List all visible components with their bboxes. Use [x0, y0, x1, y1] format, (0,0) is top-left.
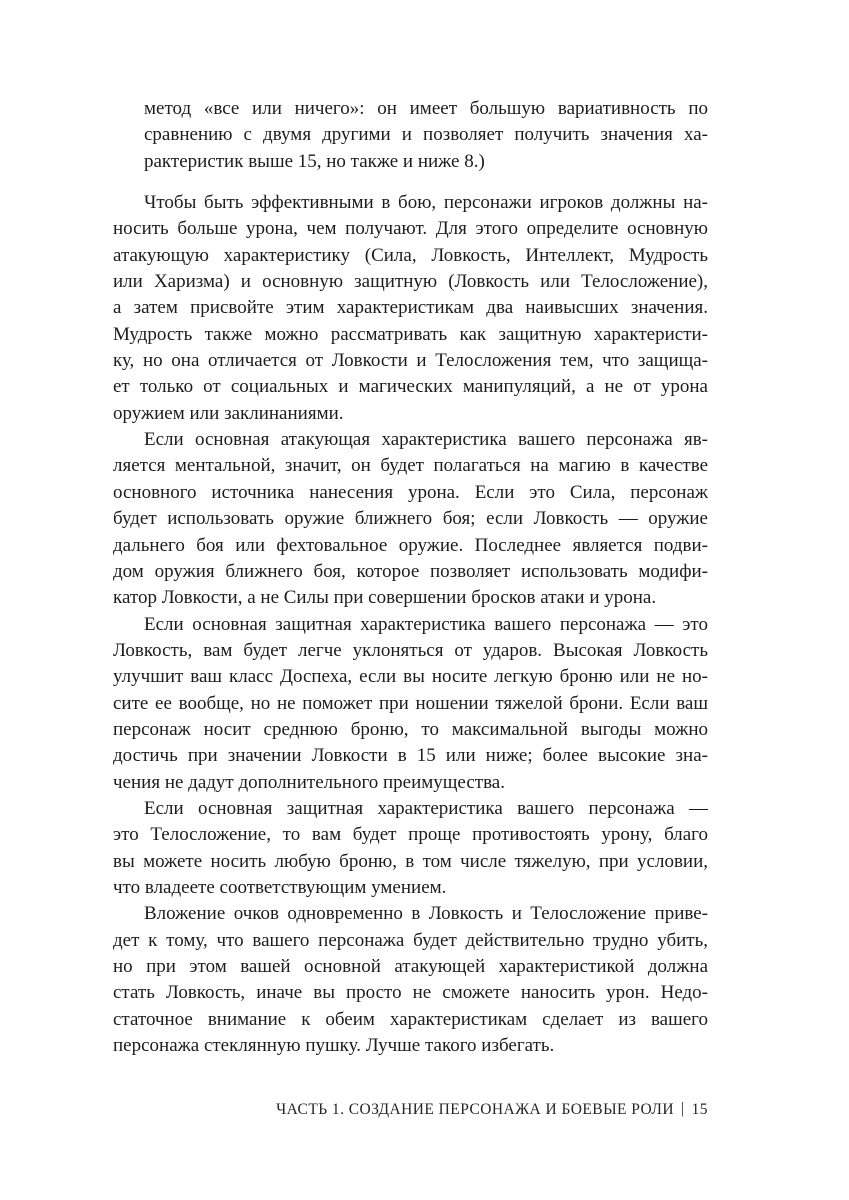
- text-line: дет к тому, что вашего персонажа будет действительно трудно убить,: [113, 929, 708, 951]
- text-line: Ловкость, вам будет легче уклоняться от ударов. Высокая Ловкость: [113, 639, 708, 661]
- text-line: статочное внимание к обеим характеристикам сделает из вашего: [113, 1008, 708, 1030]
- text-line: рактеристик выше 15, но также и ниже 8.): [144, 150, 485, 172]
- footer-separator: |: [681, 1100, 685, 1117]
- text-line: Мудрость также можно рассматривать как защитную характеристи-: [113, 323, 708, 345]
- footer-page-number: 15: [691, 1101, 708, 1118]
- text-line: а затем присвойте этим характеристикам два наивысших значения.: [113, 297, 708, 319]
- text-line: персонажа стеклянную пушку. Лучше такого избегать.: [113, 1035, 555, 1057]
- text-line: или Харизма) и основную защитную (Ловкость или Телосложение),: [113, 271, 708, 293]
- page-footer: [113, 1101, 708, 1119]
- paragraph: [113, 901, 708, 1059]
- text-line: чения не дадут дополнительного преимущества.: [113, 771, 505, 793]
- paragraph: [113, 612, 708, 796]
- text-line: достичь при значении Ловкости в 15 или ниже; более высокие зна-: [113, 745, 708, 767]
- text-line: ет только от социальных и магических манипуляций, а не от урона: [113, 376, 708, 398]
- text-line: Чтобы быть эффективными в бою, персонажи игроков должны на-: [144, 192, 708, 214]
- text-line: это Телосложение, то вам будет проще противостоять урону, благо: [113, 824, 708, 846]
- text-line: но при этом вашей основной атакующей характеристикой должна: [113, 956, 708, 977]
- text-line: Если основная защитная характеристика вашего персонажа — это: [144, 613, 708, 635]
- paragraph: [113, 190, 708, 427]
- text-line: что владеете соответствующим умением.: [113, 876, 447, 898]
- text-line: Если основная защитная характеристика вашего персонажа —: [144, 797, 708, 819]
- text-line: улучшит ваш класс Доспеха, если вы носите легкую броню или не но-: [113, 666, 708, 688]
- text-line: Вложение очков одновременно в Ловкость и Телосложение приве-: [144, 903, 708, 925]
- text-line: основного источника нанесения урона. Если это Сила, персонаж: [113, 481, 708, 503]
- text-line: Если основная атакующая характеристика вашего персонажа яв-: [144, 429, 708, 451]
- text-line: метод «все или ничего»: он имеет большую вариативность по: [144, 98, 708, 119]
- text-line: дом оружия ближнего боя, которое позволяет использовать модифи-: [113, 560, 708, 582]
- text-line: стать Ловкость, иначе вы просто не сможете наносить урон. Недо-: [113, 982, 708, 1004]
- text-line: атакующую характеристику (Сила, Ловкость, Интеллект, Мудрость: [113, 244, 708, 266]
- text-line: будет использовать оружие ближнего боя; если Ловкость — оружие: [113, 508, 708, 530]
- text-line: ку, но она отличается от Ловкости и Телосложения тем, что защища-: [113, 350, 708, 372]
- text-line: носить больше урона, чем получают. Для этого определите основную: [113, 218, 708, 240]
- text-line: дальнего боя или фехтовальное оружие. Последнее является подви-: [113, 534, 708, 556]
- paragraph: [113, 796, 708, 901]
- footer-section-title: ЧАСТЬ 1. СОЗДАНИЕ ПЕРСОНАЖА И БОЕВЫЕ РОЛИ: [276, 1101, 675, 1118]
- paragraph: [113, 96, 708, 175]
- text-line: ляется ментальной, значит, он будет полагаться на магию в качестве: [113, 455, 708, 477]
- text-line: персонаж носит среднюю броню, то максимальной выгоды можно: [113, 718, 708, 740]
- text-line: сите ее вообще, но не поможет при ношении тяжелой брони. Если ваш: [113, 692, 708, 714]
- text-line: вы можете носить любую броню, в том числе тяжелую, при условии,: [113, 850, 708, 872]
- text-column: [113, 96, 708, 1059]
- paragraph: [113, 427, 708, 611]
- text-line: оружием или заклинаниями.: [113, 402, 344, 424]
- text-line: сравнению с двумя другими и позволяет получить значения ха-: [144, 124, 708, 146]
- text-line: катор Ловкости, а не Силы при совершении бросков атаки и урона.: [113, 587, 657, 609]
